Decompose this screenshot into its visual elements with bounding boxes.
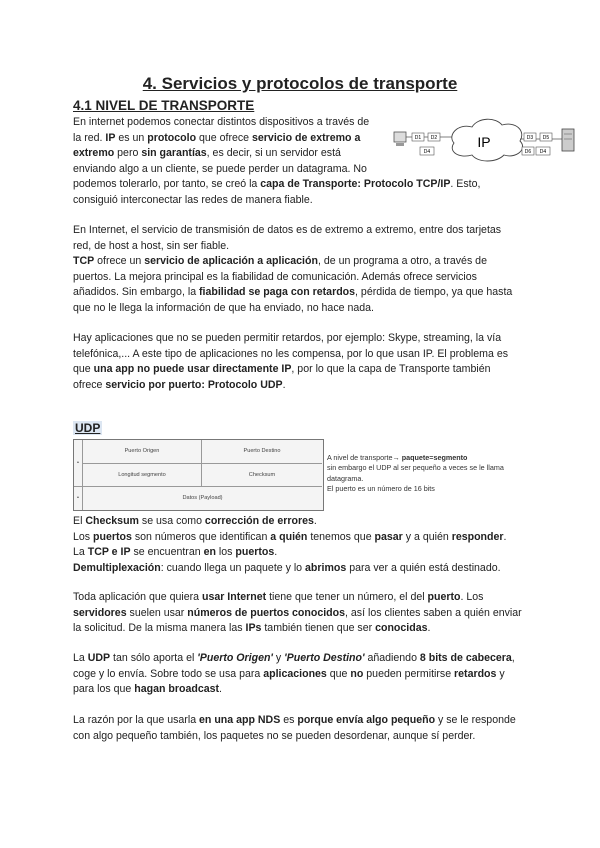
udp-intro-paragraph xyxy=(73,331,508,393)
node-label: D4 xyxy=(423,149,431,155)
text-line: La razón por la que usarla en una app NDS es porque envía algo pequeño y se le responde xyxy=(73,714,516,726)
text-line: puertos. La mejora principal es la fiabilidad de comunicación. Además ofrece servicios xyxy=(73,270,477,283)
node-label: D1 xyxy=(414,135,422,141)
node-label: D2 xyxy=(430,135,438,141)
checksum-paragraph xyxy=(73,514,506,576)
computer-base-icon xyxy=(396,143,404,146)
text-line: TCP ofrece un servicio de aplicación a aplicación, de un programa a otro, a través de xyxy=(73,255,487,268)
ports-paragraph xyxy=(73,590,522,637)
text-line: podemos tolerarlo, por tanto, se creó la capa de Transporte: Protocolo TCP/IP. Esto, xyxy=(73,178,481,191)
node-label: D4 xyxy=(539,149,547,155)
text-line: Los puertos son números que identifican a quién tenemos que pasar y a quién responder. xyxy=(73,530,507,543)
text-line: Demultiplexación: cuando llega un paquete y lo abrimos para ver a quién está destinado. xyxy=(73,561,501,574)
header-cell: Datos (Payload) xyxy=(182,495,223,501)
note-line: El puerto es un número de 16 bits xyxy=(327,484,435,494)
text-line: enviando algo a un cliente, se puede perder un datagrama. No xyxy=(73,162,367,175)
text-line: para los que hagan broadcast. xyxy=(73,683,222,696)
text-line: El Checksum se usa como corrección de errores. xyxy=(73,515,317,527)
computer-icon xyxy=(394,132,406,142)
udp-header-paragraph xyxy=(73,651,515,698)
udp-header-figure xyxy=(73,439,324,511)
text-line: En internet podemos conectar distintos dispositivos a través de xyxy=(73,116,370,128)
node-label: D5 xyxy=(542,135,550,141)
text-line: que no le llega la información de que ha enviado, no hace nada. xyxy=(73,301,374,314)
section-heading: 4.1 NIVEL DE TRANSPORTE xyxy=(73,98,255,113)
header-cell: Puerto Destino xyxy=(202,440,322,464)
text-line: la red. IP es un protocolo que ofrece servicio de extremo a xyxy=(73,131,361,144)
text-line: que una app no puede usar directamente IP, por lo que la capa de Transporte también xyxy=(73,363,491,376)
text-line: red, de host a host, sin ser fiable. xyxy=(73,239,230,252)
node-label: D3 xyxy=(526,135,534,141)
text-line: la solicitud. De la misma manera las IPs también tienen que ser conocidas. xyxy=(73,622,431,635)
text-line: Toda aplicación que quiera usar Internet tiene que tener un número, el del puerto. Los xyxy=(73,591,484,603)
header-cell: Longitud segmento xyxy=(83,464,202,487)
cloud-label: IP xyxy=(477,134,491,150)
text-line: añadidos. Sin embargo, la fiabilidad se paga con retardos, pérdida de tiempo, ya que hasta xyxy=(73,286,513,299)
note-line: sin embargo el UDP al ser pequeño a veces se le llama xyxy=(327,463,504,473)
text-line: con algo pequeño también, los paquetes no se pueden desordenar, aunque sí perder. xyxy=(73,729,476,742)
tcp-paragraph xyxy=(73,223,512,317)
server-icon xyxy=(562,129,574,151)
row-marker: • xyxy=(74,440,83,487)
header-cell: Puerto Origen xyxy=(83,440,202,464)
text-line: La TCP e IP se encuentran en los puertos. xyxy=(73,546,278,559)
note-line: datagrama. xyxy=(327,473,364,483)
dns-paragraph xyxy=(73,713,516,744)
text-line: extremo pero sin garantías, es decir, si un servidor está xyxy=(73,147,341,160)
text-line: coge y lo envía. Sobre todo se usa para aplicaciones que no pueden permitirse retardos y xyxy=(73,667,505,680)
text-line: consiguió interconectar las redes de manera fiable. xyxy=(73,193,313,206)
header-cell: Checksum xyxy=(202,464,322,487)
page-title: 4. Servicios y protocolos de transporte xyxy=(142,74,458,93)
network-diagram xyxy=(392,115,577,165)
text-line: telefónica,... A este tipo de aplicaciones no les compensa, por lo que usan IP. El problema es xyxy=(73,347,509,360)
node-label: D6 xyxy=(524,149,532,155)
text-line: Hay aplicaciones que no se pueden permitir retardos, por ejemplo: Skype, streaming, la vía xyxy=(73,332,502,344)
row-marker: • xyxy=(74,487,83,510)
text-line: La UDP tan sólo aporta el 'Puerto Origen' y 'Puerto Destino' añadiendo 8 bits de cabecera, xyxy=(73,652,515,664)
text-line: ofrece servicio por puerto: Protocolo UDP. xyxy=(73,378,286,391)
text-line: servidores suelen usar números de puertos conocidos, así los clientes saben a quién enviar xyxy=(73,606,522,619)
udp-heading: UDP xyxy=(75,421,101,435)
udp-note xyxy=(327,453,504,495)
text-line: En Internet, el servicio de transmisión de datos es de extremo a extremo, entre dos tarjetas xyxy=(73,224,502,236)
note-line: A nivel de transporte→ paquete=segmento xyxy=(327,453,468,462)
